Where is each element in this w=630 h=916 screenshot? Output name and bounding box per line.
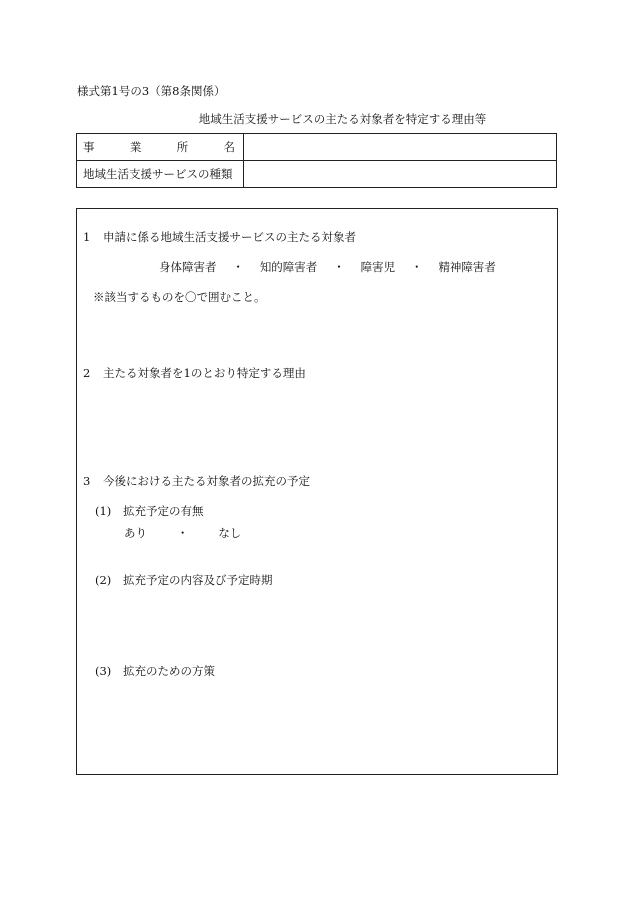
office-name-label	[77, 134, 244, 161]
office-name-value[interactable]	[244, 134, 557, 161]
office-info-table	[76, 133, 557, 188]
form-number: 様式第1号の3（第8条関係）	[77, 84, 226, 98]
subsection-2-label: 拡充予定の内容及び予定時期	[123, 573, 273, 587]
section3-heading-text: 今後における主たる対象者の拡充の予定	[103, 474, 310, 488]
section2-number: 2	[83, 366, 91, 380]
choice-yes[interactable]: あり	[124, 526, 147, 540]
section2-heading-text: 主たる対象者を1のとおり特定する理由	[103, 366, 306, 380]
subsection-3-number: (3)	[95, 664, 112, 678]
separator: ・	[411, 260, 423, 274]
service-type-row	[77, 161, 557, 188]
separator: ・	[333, 260, 345, 274]
office-label-char: 名	[223, 140, 235, 154]
subsection-2-number: (2)	[95, 573, 112, 587]
section1-heading	[83, 229, 356, 245]
section2-heading	[83, 365, 306, 381]
section3-heading	[83, 473, 310, 489]
details-box	[76, 208, 558, 775]
subsection-3-label: 拡充のための方策	[123, 664, 215, 678]
subsection-1-label: 拡充予定の有無	[123, 504, 204, 518]
document-title: 地域生活支援サービスの主たる対象者を特定する理由等	[198, 112, 487, 126]
section1-heading-text: 申請に係る地域生活支援サービスの主たる対象者	[103, 230, 356, 244]
choice-no[interactable]: なし	[218, 526, 242, 540]
office-label-char: 事	[83, 140, 95, 154]
office-label-char: 所	[176, 140, 189, 154]
section1-number: 1	[83, 230, 91, 244]
office-name-row	[77, 134, 557, 161]
section3-number: 3	[83, 474, 91, 488]
subsection-3	[95, 663, 215, 679]
choice-separator: ・	[176, 526, 189, 540]
option-intellectual[interactable]: 知的障害者	[259, 260, 318, 274]
target-options	[159, 259, 496, 275]
option-mental[interactable]: 精神障害者	[438, 260, 496, 274]
subsection-2	[95, 572, 273, 588]
subsection-1	[95, 503, 204, 519]
service-type-value[interactable]	[244, 161, 557, 188]
subsection-1-number: (1)	[95, 504, 112, 518]
office-label-char: 業	[129, 140, 142, 154]
section1-note: ※該当するものを〇で囲むこと。	[93, 290, 266, 304]
option-child[interactable]: 障害児	[360, 260, 396, 274]
option-physical[interactable]: 身体障害者	[159, 260, 217, 274]
service-type-label: 地域生活支援サービスの種類	[77, 161, 244, 188]
separator: ・	[232, 260, 244, 274]
yes-no-choice	[124, 525, 241, 541]
